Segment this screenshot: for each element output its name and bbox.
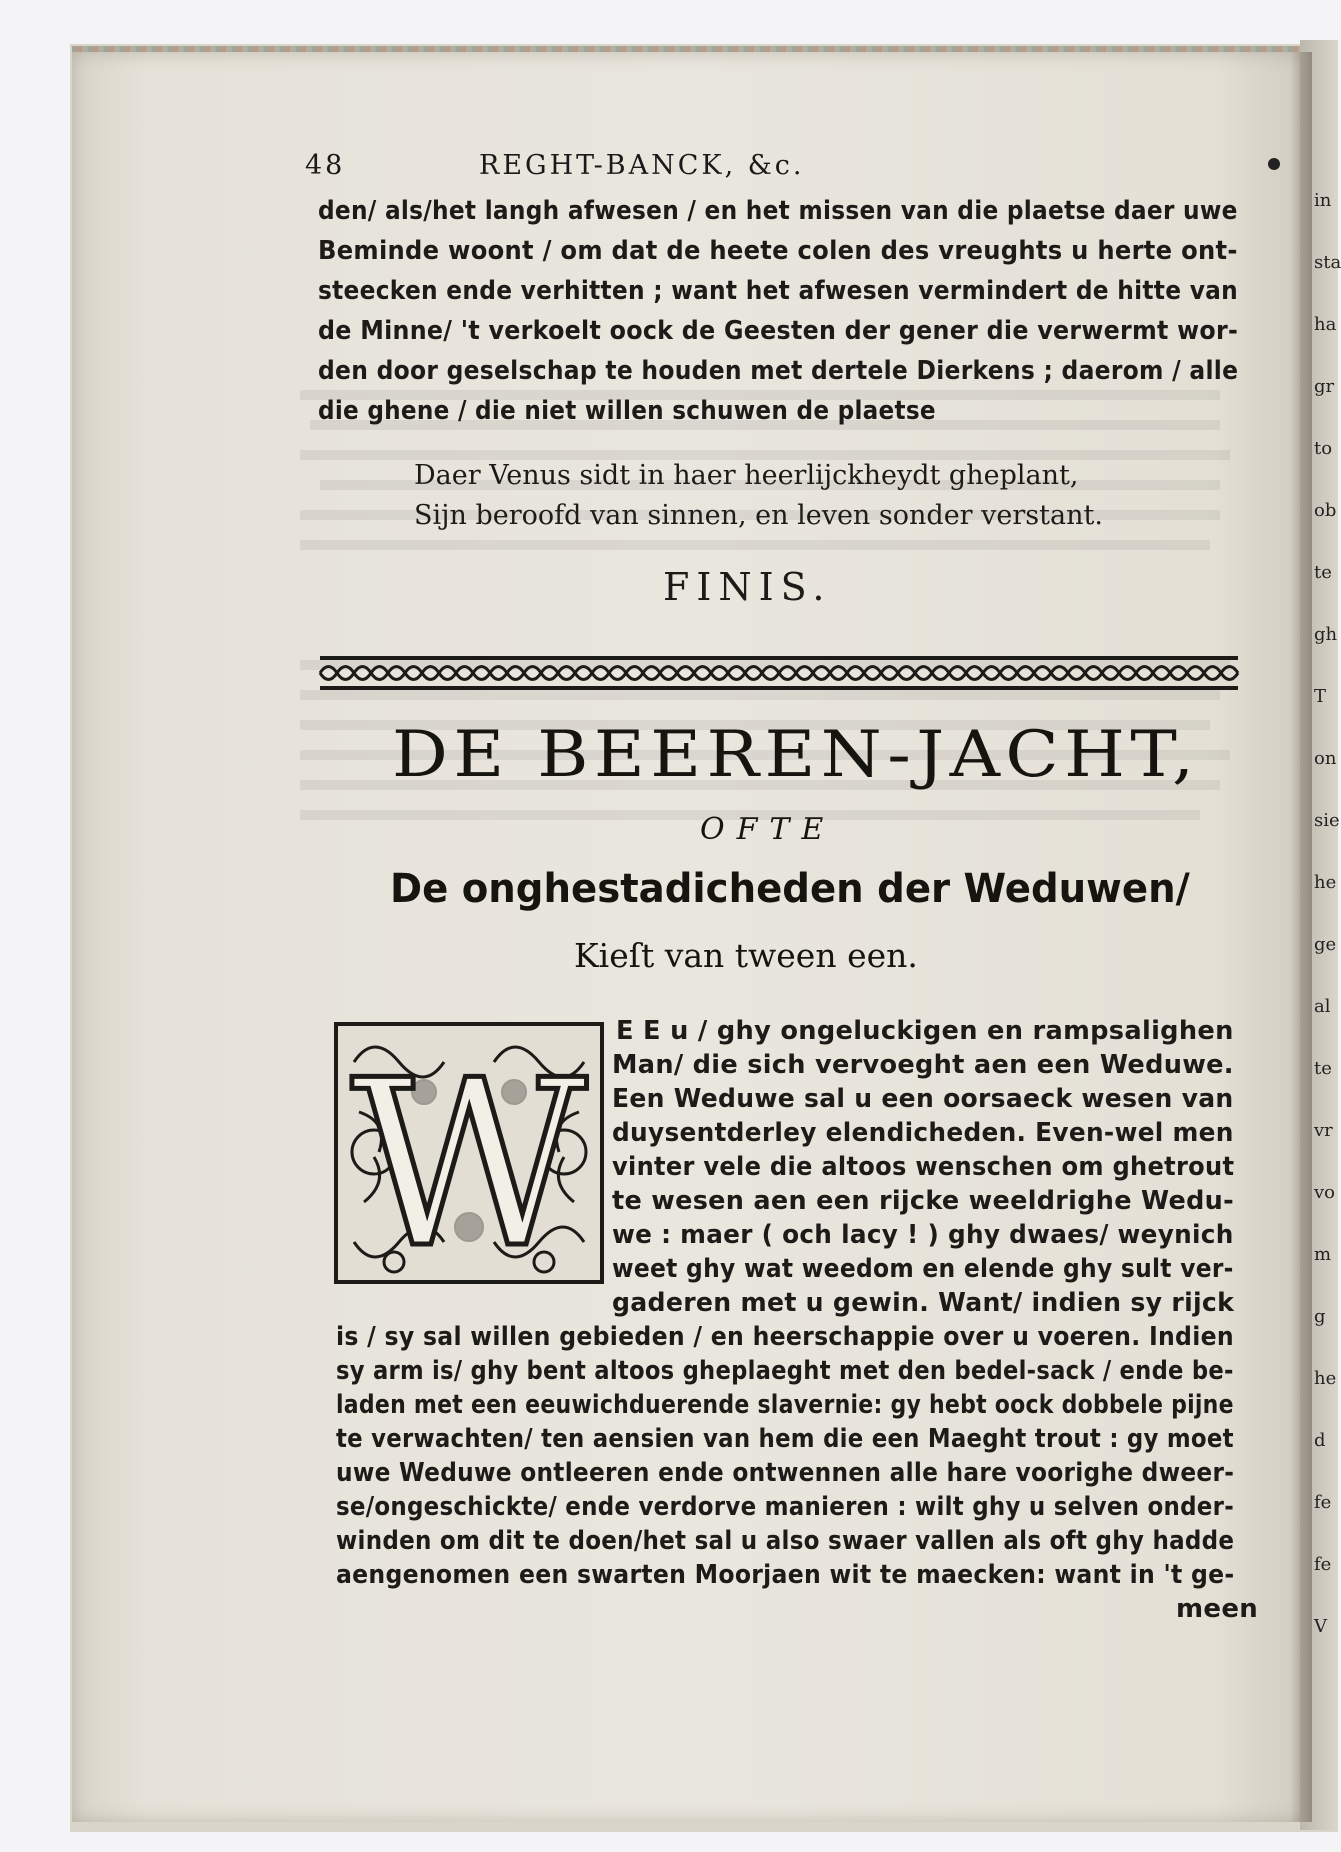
facing-page-fragment: te [1314, 1058, 1332, 1079]
facing-page-fragment: ob [1314, 500, 1337, 521]
ornament-knot [524, 667, 558, 680]
motto: Kieſt van tween een. [574, 936, 918, 975]
facing-page-fragment: gh [1314, 624, 1338, 645]
ornament-knot [388, 667, 422, 680]
ornament-knot [932, 667, 966, 680]
ornament-knot [728, 667, 762, 680]
verse-line: Daer Venus sidt in haer heerlijckheydt gheplant, [414, 460, 1079, 491]
running-title: REGHT-BANCK, &c. [479, 150, 805, 181]
ornament-knot [898, 667, 932, 680]
text-line: winden om dit te doen/het sal u also swaer vallen als oft ghy hadde [336, 1526, 1235, 1556]
ornament-knot [1034, 667, 1068, 680]
ornament-knot [660, 667, 694, 680]
facing-page-fragment: g [1314, 1306, 1326, 1327]
ornament-knot [830, 667, 864, 680]
facing-page-fragment: on [1314, 748, 1337, 769]
facing-page-fragment: al [1314, 996, 1331, 1017]
text-line: vinter vele die altoos wenschen om ghetrout [612, 1152, 1235, 1182]
facing-page-fragment: sta [1314, 252, 1341, 273]
subtitle: De onghestadicheden der Weduwen/ [390, 866, 1190, 912]
facing-page-fragment: to [1314, 438, 1333, 459]
text-line: steecken ende verhitten ; want het afwesen vermindert de hitte van [318, 276, 1239, 306]
text-line: E E u / ghy ongeluckigen en rampsalighen [616, 1016, 1234, 1046]
text-line: den/ als/het langh afwesen / en het missen van die plaetse daer uwe [318, 196, 1238, 226]
text-line: Beminde woont / om dat de heete colen des vreughts u herte ont- [318, 236, 1238, 266]
facing-page-fragment: te [1314, 562, 1332, 583]
facing-page-fragment: V [1314, 1616, 1327, 1637]
text-line: duysentderley elendicheden. Even-wel men [612, 1118, 1234, 1148]
text-line: die ghene / die niet willen schuwen de plaetse [318, 396, 936, 426]
finis: FINIS. [663, 565, 832, 609]
title-connector: OFTE [700, 812, 836, 847]
text-line: we : maer ( och lacy ! ) ghy dwaes/ weynich [612, 1220, 1234, 1250]
ornament-knot [354, 667, 388, 680]
initial-letter: W [350, 1032, 588, 1299]
ornament-knot [694, 667, 728, 680]
text-line: laden met een eeuwichduerende slavernie: gy hebt oock dobbele pijne [336, 1390, 1234, 1420]
ornament-knot [456, 667, 490, 680]
ornament-knot [626, 667, 660, 680]
verse-line: Sijn beroofd van sinnen, en leven sonder verstant. [414, 500, 1103, 531]
ornament-knot [1068, 667, 1102, 680]
decorated-initial [334, 1022, 604, 1299]
ornament-knot [1000, 667, 1034, 680]
text-line: gaderen met u gewin. Want/ indien sy rijck [612, 1288, 1235, 1318]
text-line: de Minne/ 't verkoelt oock de Geesten der gener die verwermt wor- [318, 316, 1239, 346]
ornament-knot [864, 667, 898, 680]
text-line: weet ghy wat weedom en elende ghy sult ver- [612, 1254, 1234, 1284]
ornament-knot [592, 667, 626, 680]
text-line: sy arm is/ ghy bent altoos gheplaeght met den bedel-sack / ende be- [336, 1356, 1234, 1386]
text-line: te verwachten/ ten aensien van hem die een Maeght trout : gy moet [336, 1424, 1234, 1454]
facing-page-fragment: vr [1314, 1120, 1333, 1141]
facing-page-fragment: d [1314, 1430, 1326, 1451]
facing-page-fragment: fe [1314, 1492, 1332, 1513]
text-line: aengenomen een swarten Moorjaen wit te maecken: want in 't ge- [336, 1560, 1235, 1590]
catchword: meen [1176, 1594, 1259, 1624]
text-line: uwe Weduwe ontleeren ende ontwennen alle hare voorighe dweer- [336, 1458, 1235, 1488]
ornament-knot [1136, 667, 1170, 680]
ornament-knot [1204, 667, 1238, 680]
ornament-knot [1102, 667, 1136, 680]
facing-page-fragment: ge [1314, 934, 1337, 955]
facing-page-fragment: in [1314, 190, 1332, 211]
facing-page-fragment: T [1314, 686, 1327, 707]
text-line: Man/ die sich vervoeght aen een Weduwe. [612, 1050, 1234, 1080]
ornament-knot [762, 667, 796, 680]
ornament-knot [1170, 667, 1204, 680]
ornament-knot [796, 667, 830, 680]
text-line: Een Weduwe sal u een oorsaeck wesen van [612, 1084, 1234, 1114]
facing-page-fragment: sie [1314, 810, 1340, 831]
text-line: te wesen aen een rijcke weeldrighe Wedu- [612, 1186, 1234, 1216]
facing-page-fragment: he [1314, 1368, 1337, 1389]
ornament-knot [966, 667, 1000, 680]
ink-dot [1268, 158, 1280, 170]
ornament-knot [558, 667, 592, 680]
ornamental-border [320, 656, 1238, 690]
ornament-knot [320, 667, 354, 680]
text-line: se/ongeschickte/ ende verdorve manieren : wilt ghy u selven onder- [336, 1492, 1234, 1522]
text-line: is / sy sal willen gebieden / en heerschappie over u voeren. Indien [336, 1322, 1234, 1352]
facing-page-fragment: fe [1314, 1554, 1332, 1575]
facing-page-fragment: ha [1314, 314, 1337, 335]
facing-page-fragment: vo [1314, 1182, 1336, 1203]
text-line: den door geselschap te houden met dertele Dierkens ; daerom / alle [318, 356, 1239, 386]
facing-page-fragment: gr [1314, 376, 1335, 397]
page-number: 48 [305, 150, 346, 181]
gutter-shadow [1290, 52, 1312, 1822]
ornament-knot [490, 667, 524, 680]
facing-page-fragment: m [1314, 1244, 1332, 1265]
facing-page-fragment: he [1314, 872, 1337, 893]
ornament-knot [422, 667, 456, 680]
main-title: DE BEEREN-JACHT, [392, 718, 1200, 792]
